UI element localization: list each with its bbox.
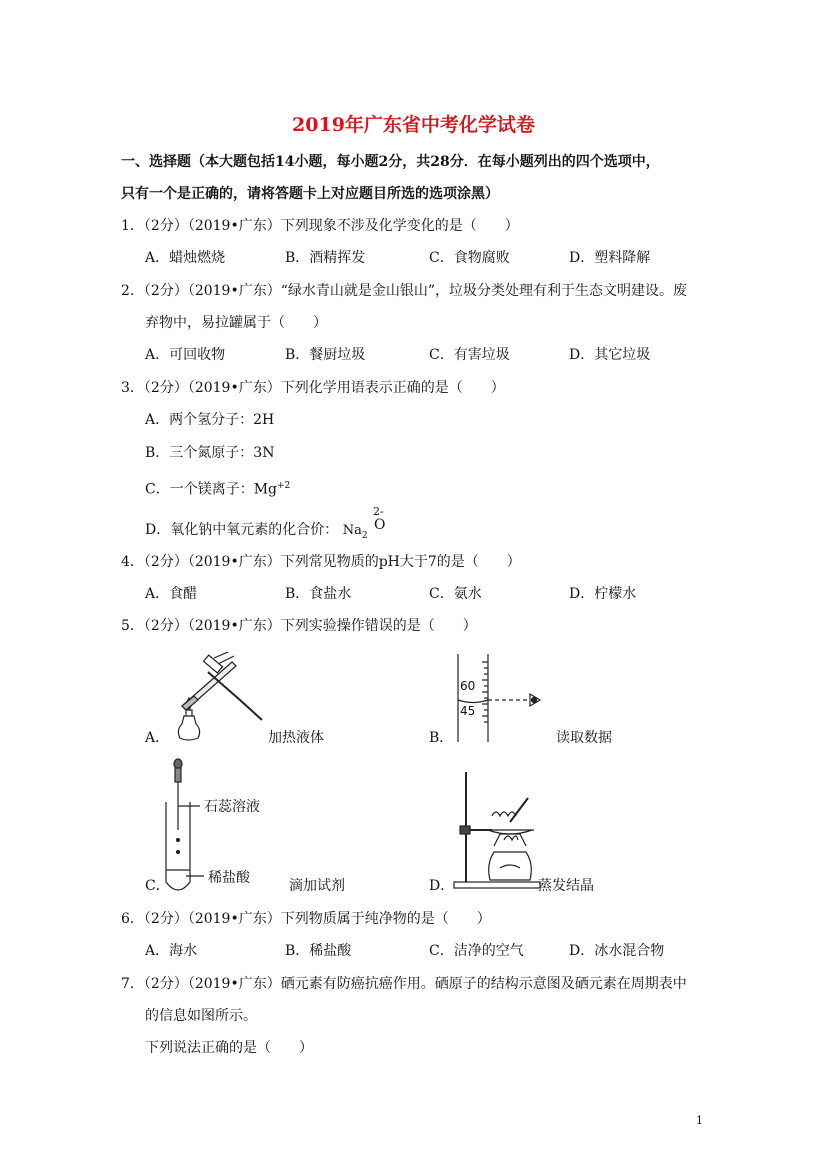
dropper-test-tube-figure <box>162 758 272 894</box>
q5-option-d: D． <box>429 878 455 894</box>
mg-ion-charge: +2 <box>277 481 291 491</box>
q4-option-b: B．食盐水 <box>285 586 352 602</box>
q1-option-b: B．酒精挥发 <box>285 250 366 266</box>
page-title: 2019年广东省中考化学试卷 <box>292 114 535 136</box>
q3-option-c <box>145 476 290 500</box>
question-number: 4．（2分）（2019•广东） <box>121 554 281 570</box>
q6-option-c: C．洁净的空气 <box>429 943 524 959</box>
question-number: 5．（2分）（2019•广东） <box>121 618 281 634</box>
litmus-label: 石蕊溶液 <box>204 799 260 815</box>
section-heading-line2: 只有一个是正确的，请将答题卡上对应题目所选的选项涂黑） <box>121 186 499 202</box>
section-heading-line1: 一、选择题（本大题包括14小题，每小题2分，共28分．在每小题列出的四个选项中， <box>121 154 660 170</box>
q4-option-c: C．氨水 <box>429 586 482 602</box>
question-stem: “绿水青山就是金山银山”，垃圾分类处理有利于生态文明建设。废 <box>280 283 688 299</box>
q5-caption-c: 滴加试剂 <box>289 878 345 894</box>
q5-caption-d: 蒸发结晶 <box>538 878 594 894</box>
q6-option-a: A．海水 <box>145 943 198 959</box>
question-2-stem-cont: 弃物中，易拉罐属于（ ） <box>145 315 327 331</box>
q2-option-b: B．餐厨垃圾 <box>285 347 366 363</box>
q5-option-b: B． <box>429 730 454 746</box>
oxygen-symbol: O <box>374 517 386 533</box>
page-number: 1 <box>696 1114 703 1127</box>
question-stem: 下列常见物质的pH大于7的是（ ） <box>280 554 521 570</box>
q3-option-a: A．两个氢分子：2H <box>145 412 275 428</box>
q3-option-c-text: C．一个镁离子：Mg <box>145 481 278 498</box>
question-number: 3．（2分）（2019•广东） <box>121 380 281 396</box>
question-3 <box>121 378 505 398</box>
question-number: 6．（2分）（2019•广东） <box>121 911 281 927</box>
question-2 <box>121 281 687 301</box>
q3-option-b: B．三个氮原子：3N <box>145 445 275 461</box>
question-7-prompt: 下列说法正确的是（ ） <box>145 1040 313 1056</box>
q5-caption-b: 读取数据 <box>556 730 612 746</box>
question-stem: 下列物质属于纯净物的是（ ） <box>280 911 491 927</box>
q6-option-b: B．稀盐酸 <box>285 943 352 959</box>
q3-option-d-text: D．氧化钠中氧元素的化合价： <box>145 522 339 538</box>
q3-option-d <box>145 505 386 542</box>
question-7-stem-cont: 的信息如图所示。 <box>145 1008 257 1024</box>
q4-option-a: A．食醋 <box>145 586 198 602</box>
na-subscript: 2 <box>361 531 368 541</box>
question-7 <box>121 974 687 994</box>
question-stem: 下列化学用语表示正确的是（ ） <box>280 380 505 396</box>
heating-liquid-figure <box>170 652 270 744</box>
graduated-cylinder-figure <box>452 652 548 744</box>
q2-option-a: A．可回收物 <box>145 347 226 363</box>
question-1 <box>121 216 519 236</box>
q4-option-d: D．柠檬水 <box>569 586 637 602</box>
question-stem: 硒元素有防癌抗癌作用。硒原子的结构示意图及硒元素在周期表中 <box>280 976 687 992</box>
q2-option-d: D．其它垃圾 <box>569 347 651 363</box>
na-symbol: Na <box>342 523 362 538</box>
hcl-label: 稀盐酸 <box>208 870 250 886</box>
question-number: 1．（2分）（2019•广东） <box>121 218 281 234</box>
q1-option-d: D．塑料降解 <box>569 250 651 266</box>
cylinder-mark-60: 60 <box>460 679 476 693</box>
q5-caption-a: 加热液体 <box>268 730 324 746</box>
q1-option-a: A．蜡烛燃烧 <box>145 250 226 266</box>
question-stem: 下列现象不涉及化学变化的是（ ） <box>280 218 519 234</box>
q5-option-a: A． <box>145 730 170 746</box>
question-stem: 下列实验操作错误的是（ ） <box>280 618 477 634</box>
question-4 <box>121 552 521 572</box>
oxygen-valence <box>372 505 386 534</box>
question-number: 2．（2分）（2019•广东） <box>121 283 281 299</box>
q6-option-d: D．冰水混合物 <box>569 943 665 959</box>
q1-option-c: C．食物腐败 <box>429 250 510 266</box>
q2-option-c: C．有害垃圾 <box>429 347 510 363</box>
question-number: 7．（2分）（2019•广东） <box>121 976 281 992</box>
question-5 <box>121 616 477 636</box>
valence-value: 2- <box>373 505 384 518</box>
question-6 <box>121 909 491 929</box>
q5-option-c: C． <box>145 878 170 894</box>
evaporation-figure <box>452 768 542 892</box>
cylinder-mark-45: 45 <box>460 704 476 718</box>
